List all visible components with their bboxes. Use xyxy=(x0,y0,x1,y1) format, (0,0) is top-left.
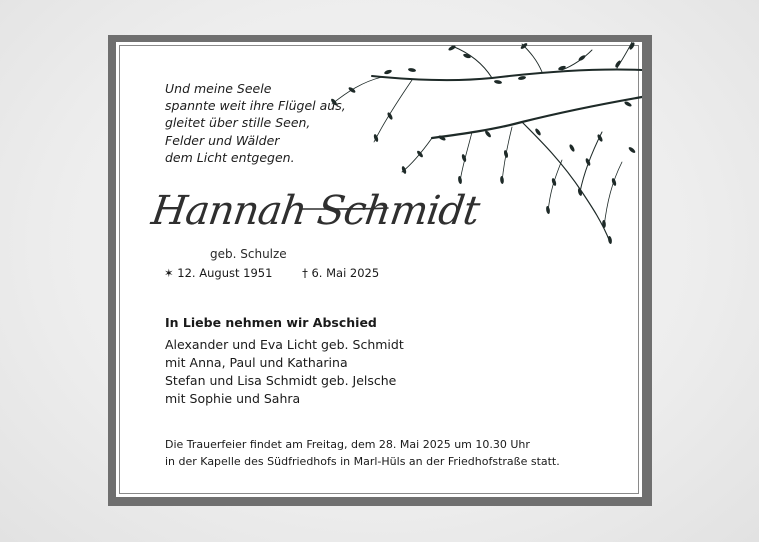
farewell-heading: In Liebe nehmen wir Abschied xyxy=(165,315,377,330)
obituary-card-frame xyxy=(108,35,652,506)
poem-line: dem Licht entgegen. xyxy=(165,149,295,165)
memorial-poem xyxy=(165,80,346,166)
poem-line: gleitet über stille Seen, xyxy=(165,115,311,131)
mourner-line: Alexander und Eva Licht geb. Schmidt xyxy=(165,337,404,352)
poem-line: spannte weit ihre Flügel aus, xyxy=(165,98,346,114)
mourner-line: mit Anna, Paul und Katharina xyxy=(165,355,348,370)
ceremony-line: in der Kapelle des Südfriedhofs in Marl-Hüls an der Friedhofstraße statt. xyxy=(165,454,560,468)
birth-date: ✶ 12. August 1951 xyxy=(164,266,273,280)
mourners-list xyxy=(165,336,404,408)
ceremony-line: Die Trauerfeier findet am Freitag, dem 28. Mai 2025 um 10.30 Uhr xyxy=(165,438,530,451)
life-dates xyxy=(164,266,379,280)
birth-name: geb. Schulze xyxy=(210,247,287,261)
obituary-card xyxy=(116,42,642,497)
deceased-name: Hannah Schmidt xyxy=(148,188,482,234)
death-date: † 6. Mai 2025 xyxy=(302,266,380,280)
ceremony-notice xyxy=(165,437,560,470)
poem-line: Und meine Seele xyxy=(165,81,272,96)
poem-line: Felder und Wälder xyxy=(165,132,280,148)
name-flourish xyxy=(152,207,390,237)
mourner-line: mit Sophie und Sahra xyxy=(165,391,301,406)
mourner-line: Stefan und Lisa Schmidt geb. Jelsche xyxy=(165,373,397,388)
